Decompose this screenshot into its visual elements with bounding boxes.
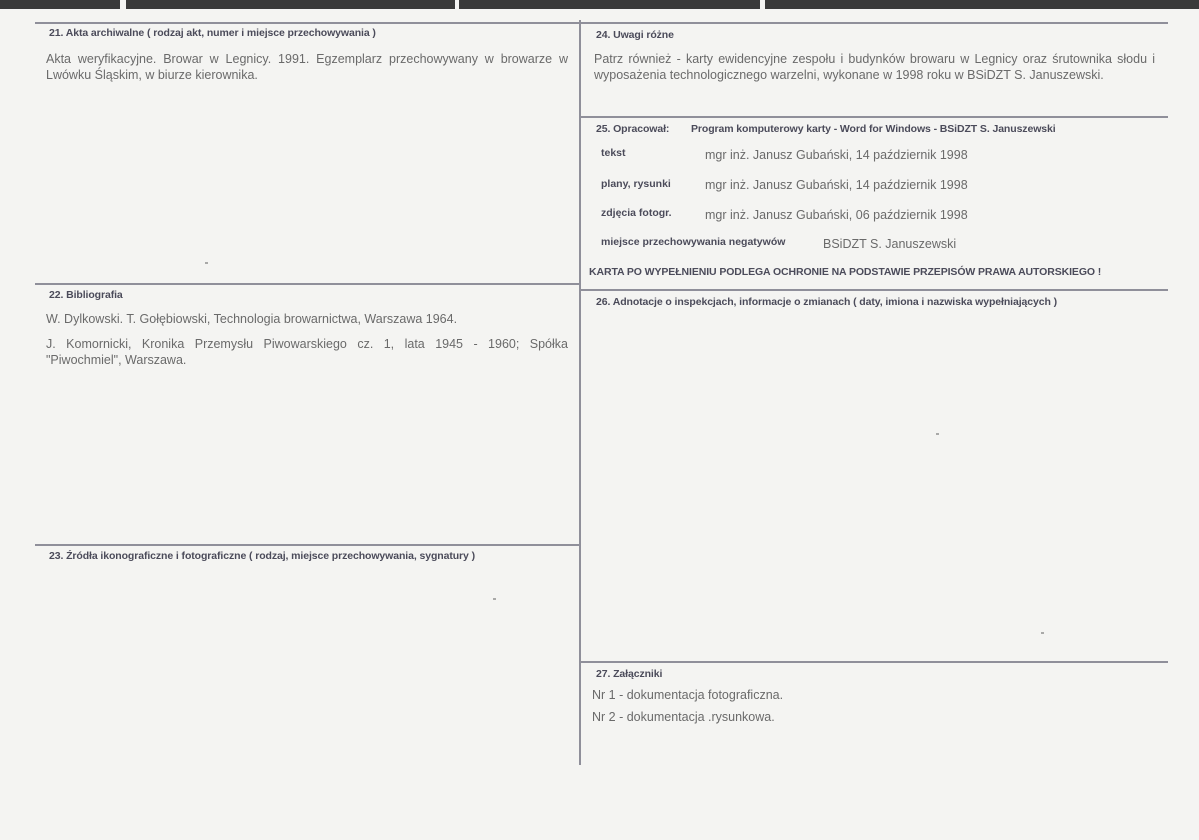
section-21-text: Akta weryfikacyjne. Browar w Legnicy. 1991. Egzemplarz przechowywany w browarze w Lwówku Śląskim, w biurze kierownika.	[46, 52, 568, 82]
author-row-value: mgr inż. Janusz Gubański, 06 październik 1998	[705, 208, 968, 222]
rule-s23	[35, 544, 580, 546]
section-26-title: 26. Adnotacje o inspekcjach, informacje o zmianach ( daty, imiona i nazwiska wypełniających )	[596, 296, 1058, 308]
scan-edge-gap	[120, 0, 126, 9]
author-row-label: miejsce przechowywania negatywów	[601, 236, 786, 248]
section-24-title: 24. Uwagi różne	[596, 29, 674, 41]
section-25-title: 25. Opracował:	[596, 123, 670, 135]
attachment-item: Nr 2 - dokumentacja .rysunkowa.	[592, 710, 775, 724]
rule-s22	[35, 283, 580, 285]
section-24-text: Patrz również - karty ewidencyjne zespołu i budynków browaru w Legnicy oraz śrutownika słodu i wyposażenia technologicznego warzelni, wykonane w 1998 roku w BSiDZT S. Januszewski.	[594, 52, 1155, 82]
rule-s26	[581, 289, 1168, 291]
rule-top-right	[581, 22, 1168, 24]
scan-speck	[936, 433, 939, 435]
section-25-program: Program komputerowy karty - Word for Windows - BSiDZT S. Januszewski	[691, 123, 1056, 135]
author-row-label: zdjęcia fotogr.	[601, 207, 672, 219]
rule-top-left	[35, 22, 580, 24]
rule-s25	[581, 116, 1168, 118]
scan-edge-gap	[455, 0, 459, 9]
bibliography-item: J. Komornicki, Kronika Przemysłu Piwowarskiego cz. 1, lata 1945 - 1960; Spółka "Piwochmiel", Warszawa.	[46, 337, 568, 367]
scan-speck	[1041, 632, 1044, 634]
attachment-item: Nr 1 - dokumentacja fotograficzna.	[592, 688, 784, 702]
rule-s27	[581, 661, 1168, 663]
bibliography-item: W. Dylkowski. T. Gołębiowski, Technologia browarnictwa, Warszawa 1964.	[46, 312, 458, 326]
column-divider	[579, 20, 581, 765]
author-row-label: tekst	[601, 147, 626, 159]
section-21-title: 21. Akta archiwalne ( rodzaj akt, numer i miejsce przechowywania )	[49, 27, 376, 39]
author-row-value: BSiDZT S. Januszewski	[823, 237, 957, 251]
copyright-notice: KARTA PO WYPEŁNIENIU PODLEGA OCHRONIE NA PODSTAWIE PRZEPISÓW PRAWA AUTORSKIEGO !	[589, 266, 1102, 278]
scan-top-edge	[0, 0, 1199, 9]
scan-speck	[205, 262, 208, 264]
author-row-label: plany, rysunki	[601, 178, 671, 190]
scan-speck	[493, 598, 496, 600]
scan-edge-gap	[760, 0, 765, 9]
author-row-value: mgr inż. Janusz Gubański, 14 październik 1998	[705, 178, 968, 192]
section-22-title: 22. Bibliografia	[49, 289, 123, 301]
section-27-title: 27. Załączniki	[596, 668, 663, 680]
section-23-title: 23. Źródła ikonograficzne i fotograficzne ( rodzaj, miejsce przechowywania, sygnatury )	[49, 550, 475, 562]
author-row-value: mgr inż. Janusz Gubański, 14 październik 1998	[705, 148, 968, 162]
